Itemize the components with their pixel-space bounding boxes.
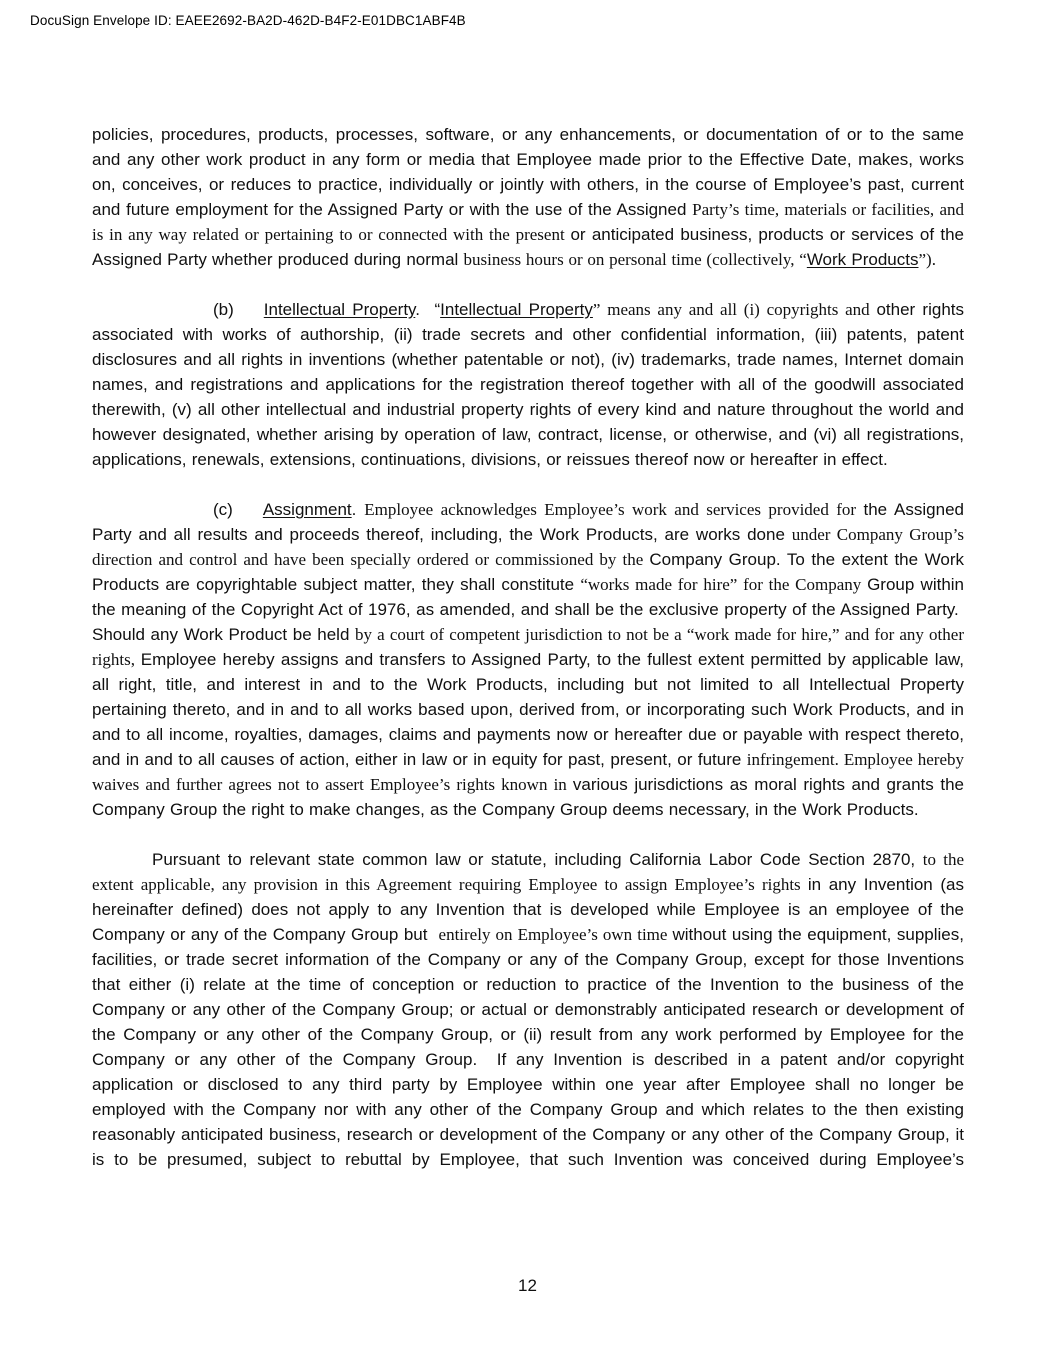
- document-body: [92, 122, 964, 1197]
- paragraph-b-intellectual-property: [92, 297, 964, 472]
- text-run: business hours or on personal time (collectively, “: [463, 250, 807, 269]
- text-run: Party’s time, materials or facilities, and is in any way related or pertaining to or connected with the present: [92, 200, 964, 244]
- text-run: by a court of competent jurisdiction to not be a “work made for hire,” and for any other rights,: [92, 625, 964, 669]
- text-run: various jurisdictions as moral rights and grants the Company Group the right to make changes, as the Company Group deems necessary, in the Work Products.: [92, 775, 964, 819]
- text-run: . “: [415, 300, 441, 319]
- text-run: Company Group. To the extent the Work Products are copyrightable subject matter, they shall constitute: [92, 550, 964, 594]
- underlined-term: Intellectual Property: [263, 300, 416, 319]
- text-run: (c): [213, 500, 233, 519]
- text-run: to the extent applicable, any provision in this Agreement requiring Employee to assign Employee’s rights: [92, 850, 964, 894]
- text-run: in any Invention (as hereinafter defined) does not apply to any Invention that is developed while Employee is an employee of the Company or any of the Company Group but: [92, 875, 965, 944]
- text-run: ” means any and all (i) copyrights and: [592, 300, 877, 319]
- text-run: entirely on Employee’s own time: [438, 925, 673, 944]
- text-run: ”).: [918, 250, 936, 269]
- text-run: Employee acknowledges Employee’s work and services provided for: [364, 500, 864, 519]
- text-run: policies, procedures, products, processes, software, or any enhancements, or documentation of or to the same and any other work product in any form or media that Employee made prior to the Effective Date, makes, works on, conceives, or reduces to practice, individually or jointly with others, in the course of Employee’s past, current and future employment for the Assigned Party or with the use of the Assigned: [92, 125, 964, 219]
- underlined-term: Assignment: [262, 500, 352, 519]
- text-run: the Assigned Party and all results and proceeds thereof, including, the Work Products, are works done: [92, 500, 964, 544]
- text-run: Employee hereby assigns and transfers to Assigned Party, to the fullest extent permitted by applicable law, all right, title, and interest in and to the Work Products, including but not limited to all Intellectual Property pertaining thereto, and in and to all works based upon, derived from, or incorporating such Work Products, and in and to all income, royalties, damages, claims and payments now or hereafter due or payable with respect thereto, and in and to all causes of action, either in law or in equity for past, present, or future: [92, 650, 964, 769]
- text-run: Pursuant to relevant state common law or statute, including California Labor Code Section 2870,: [152, 850, 923, 869]
- text-run: (b): [213, 300, 234, 319]
- text-run: infringement. Employee hereby waives and further agrees not to assert Employee’s rights known in: [92, 750, 964, 794]
- text-run: under Company Group’s direction and control and have been specially ordered or commissioned by the: [92, 525, 964, 569]
- underlined-term: Work Products: [806, 250, 919, 269]
- paragraph-c-assignment: [92, 497, 964, 822]
- text-run: Group within the meaning of the Copyright Act of 1976, as amended, and shall be the exclusive property of the Assigned Party. Should any Work Product be held: [92, 575, 965, 644]
- paragraph-california-labor-code: [92, 847, 964, 1172]
- text-run: “works made for hire” for the Company: [580, 575, 868, 594]
- text-run: .: [351, 500, 365, 519]
- underlined-term: Intellectual Property: [440, 300, 593, 319]
- text-run: other rights associated with works of authorship, (ii) trade secrets and other confidential information, (iii) patents, patent disclosures and all rights in inventions (whether patentable or not), (iv) trademarks, trade names, Internet domain names, and registrations and applications for the registration thereof together with all of the goodwill associated therewith, (v) all other intellectual and industrial property rights of every kind and nature throughout the world and however designated, whether arising by operation of law, contract, license, or otherwise, and (vi) all registrations, applications, renewals, extensions, continuations, divisions, or reissues thereof now or hereafter in effect.: [92, 300, 964, 469]
- text-run: or anticipated business, products or services of the Assigned Party whether produced during normal: [92, 225, 964, 269]
- docusign-envelope-id: DocuSign Envelope ID: EAEE2692-BA2D-462D-B4F2-E01DBC1ABF4B: [30, 13, 466, 28]
- paragraph-work-products-definition: [92, 122, 964, 272]
- text-run: without using the equipment, supplies, facilities, or trade secret information of the Company or any of the Company Group, except for those Inventions that either (i) relate at the time of conception or reduction to practice of the Invention to the business of the Company or any other of the Company Group; or actual or demonstrably anticipated research or development of the Company or any other of the Company Group, or (ii) result from any work performed by Employee for the Company or any other of the Company Group. If any Invention is described in a patent and/or copyright application or disclosed to any third party by Employee within one year after Employee shall no longer be employed with the Company nor with any other of the Company Group and which relates to the then existing reasonably anticipated business, research or development of the Company or any other of the Company Group, it is to be presumed, subject to rebuttal by Employee, that such Invention was conceived during Employee’s: [92, 925, 964, 1169]
- page-number: 12: [518, 1276, 537, 1295]
